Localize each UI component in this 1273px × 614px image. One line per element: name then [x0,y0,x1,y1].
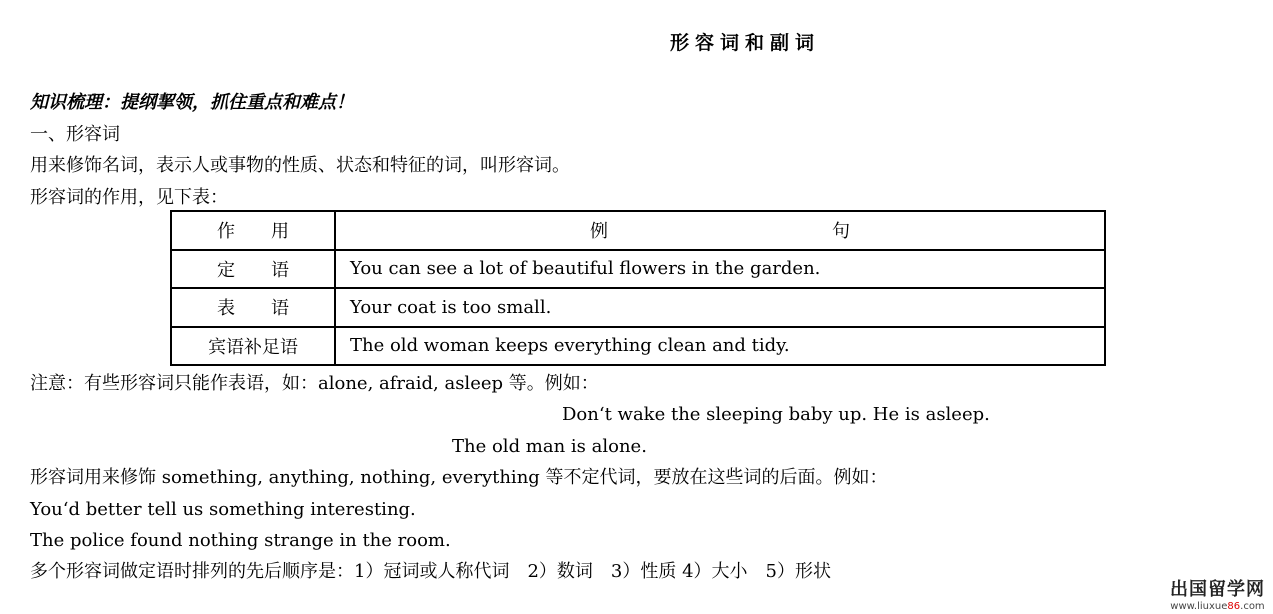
logo-url-suffix: .com [1240,601,1265,612]
role-cell: 宾语补足语 [171,327,335,366]
header-role: 作 用 [171,211,335,250]
header-example [335,211,1105,250]
section-heading: 知识梳理：提纲挈领，抓住重点和难点！ [30,92,354,113]
note-example-1: Don‘t wake the sleeping baby up. He is asleep. [562,404,990,425]
note-text: 注意：有些形容词只能作表语，如：alone, afraid, asleep 等。例如： [30,373,599,394]
role-cell: 表 语 [171,288,335,327]
header-example-char-2: 句 [832,221,850,243]
indefinite-example-2: The police found nothing strange in the room. [30,530,451,551]
table-row [171,327,1105,366]
header-example-char-1: 例 [590,221,608,243]
example-cell: Your coat is too small. [335,288,1105,327]
table-intro: 形容词的作用，见下表： [30,187,228,208]
indefinite-pronoun-rule: 形容词用来修饰 something, anything, nothing, everything 等不定代词，要放在这些词的后面。例如： [30,467,888,488]
adjective-roles-table [170,210,1106,366]
note-example-2: The old man is alone. [452,436,647,457]
logo-name: 出国留学网 [1170,579,1265,600]
logo-url-number: 86 [1227,601,1241,612]
section-title-adjective: 一、形容词 [30,124,120,145]
example-cell: You can see a lot of beautiful flowers in the garden. [335,250,1105,289]
site-logo [1170,575,1265,612]
example-cell: The old woman keeps everything clean and tidy. [335,327,1105,366]
definition-text: 用来修饰名词，表示人或事物的性质、状态和特征的词，叫形容词。 [30,155,570,176]
logo-url-prefix: www.liuxue [1170,601,1228,612]
table-row [171,250,1105,289]
adjective-order-rule: 多个形容词做定语时排列的先后顺序是：1）冠词或人称代词 2）数词 3）性质 4）大小 5）形状 [30,561,831,582]
role-cell: 定 语 [171,250,335,289]
page-title: 形容词和副词 [669,32,820,54]
table-header-row [171,211,1105,250]
table-row [171,288,1105,327]
logo-url [1170,601,1265,612]
indefinite-example-1: You‘d better tell us something interesting. [30,499,416,520]
